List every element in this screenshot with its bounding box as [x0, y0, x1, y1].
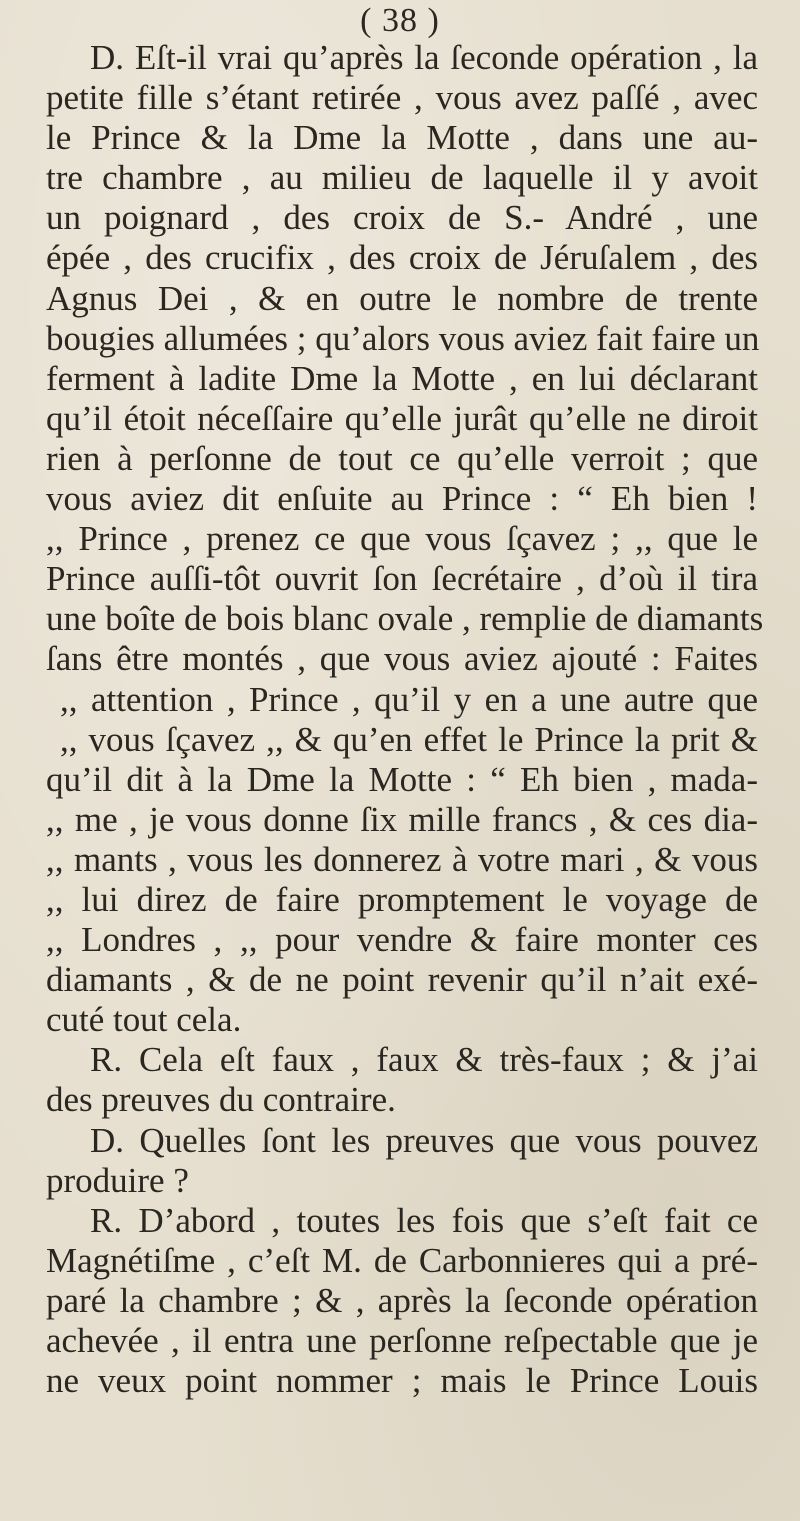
body-text — [46, 38, 764, 1401]
text-line: cuté tout cela. — [46, 1000, 242, 1040]
text-line: Agnus Dei , & en outre le nombre de trente — [46, 278, 758, 318]
text-line: D. Quelles ſont les preuves que vous pouvez — [90, 1120, 758, 1160]
text-line: tre chambre , au milieu de laquelle il y avoit — [46, 158, 758, 198]
text-line: un poignard , des croix de S.- André , une — [46, 198, 758, 238]
page-header — [0, 0, 800, 42]
text-line: produire ? — [46, 1160, 189, 1200]
text-line: ferment à ladite Dme la Motte , en lui déclarant — [46, 358, 758, 398]
text-line: ne veux point nommer ; mais le Prince Louis — [46, 1361, 758, 1401]
text-line: bougies allumées ; qu’alors vous aviez fait faire un — [46, 318, 760, 358]
text-line: une boîte de bois blanc ovale , remplie de diamants — [46, 599, 764, 639]
text-line: le Prince & la Dme la Motte , dans une au- — [46, 118, 758, 158]
text-line: ,, attention , Prince , qu’il y en a une autre que — [60, 679, 758, 719]
page-number: ( 38 ) — [360, 2, 440, 39]
text-line: ,, me , je vous donne ſix mille francs , & ces dia- — [46, 799, 758, 839]
text-line: des preuves du contraire. — [46, 1080, 396, 1120]
text-line: achevée , il entra une perſonne reſpectable que je — [46, 1321, 758, 1360]
text-line: diamants , & de ne point revenir qu’il n’ait exé- — [46, 960, 758, 1000]
text-line: épée , des crucifix , des croix de Jéruſalem , des — [46, 238, 758, 278]
text-line: R. D’abord , toutes les fois que s’eſt fait ce — [90, 1200, 758, 1240]
text-line: ,, vous ſçavez ,, & qu’en effet le Prince la prit & — [60, 719, 758, 759]
text-line: vous aviez dit enſuite au Prince : “ Eh bien ! — [46, 479, 758, 519]
text-line: ,, mants , vous les donnerez à votre mari , & vous — [46, 839, 758, 879]
text-line: Prince auſſi-tôt ouvrit ſon ſecrétaire , d’où il tira — [46, 559, 758, 599]
text-line: ſans être montés , que vous aviez ajouté : Faites — [46, 639, 758, 679]
text-line: ,, Prince , prenez ce que vous ſçavez ; ,, que le — [46, 519, 758, 559]
text-line: qu’il étoit néceſſaire qu’elle jurât qu’elle ne diroit — [46, 398, 758, 438]
text-line: R. Cela eſt faux , faux & très-faux ; & j’ai — [90, 1040, 758, 1080]
text-line: D. Eſt-il vrai qu’après la ſeconde opération , la — [90, 38, 758, 77]
text-line: ,, Londres , ,, pour vendre & faire monter ces — [46, 920, 758, 960]
text-line: qu’il dit à la Dme la Motte : “ Eh bien , mada- — [46, 759, 758, 799]
text-line: Magnétiſme , c’eſt M. de Carbonnieres qui a pré- — [46, 1240, 758, 1280]
text-line: rien à perſonne de tout ce qu’elle verroit ; que — [46, 438, 758, 478]
text-line: ,, lui direz de faire promptement le voyage de — [46, 879, 758, 919]
text-line: paré la chambre ; & , après la ſeconde opération — [46, 1280, 758, 1320]
text-line: petite fille s’étant retirée , vous avez paſſé , avec — [46, 78, 758, 118]
